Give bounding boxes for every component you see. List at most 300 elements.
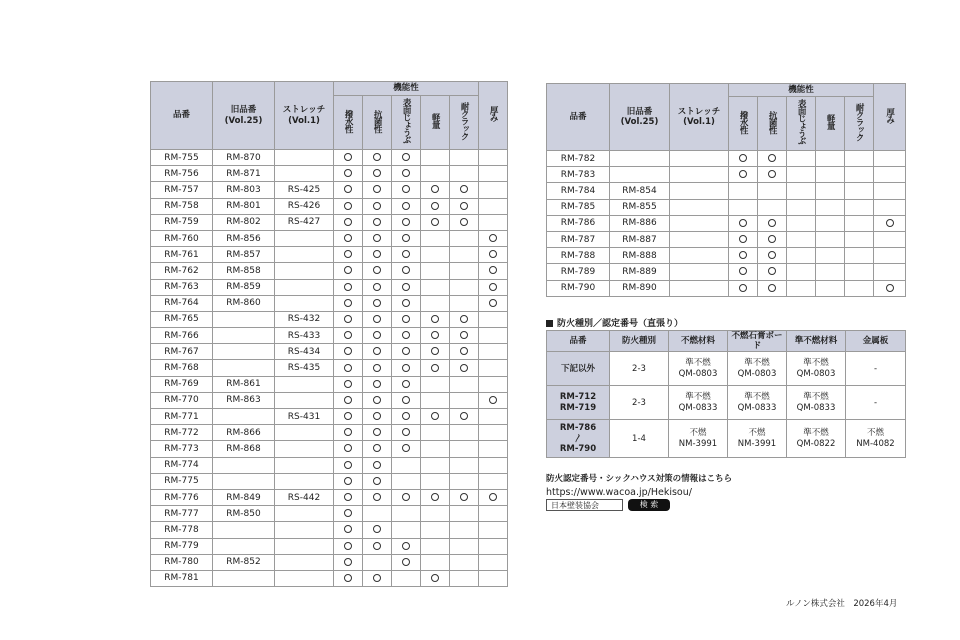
circle-mark-icon bbox=[344, 315, 352, 323]
cell-function bbox=[479, 263, 508, 279]
cell-function bbox=[479, 328, 508, 344]
cell-function bbox=[363, 425, 392, 441]
cell-function bbox=[392, 230, 421, 246]
table-row bbox=[151, 538, 508, 554]
cell-old: RM-803 bbox=[213, 182, 275, 198]
table-row bbox=[151, 214, 508, 230]
header-f-keiryo: 軽量 bbox=[816, 97, 845, 151]
cell-function bbox=[421, 522, 450, 538]
cell-function bbox=[787, 151, 816, 167]
cell-code: RM-755 bbox=[151, 150, 213, 166]
circle-mark-icon bbox=[344, 493, 352, 501]
cell-function bbox=[874, 248, 906, 264]
circle-mark-icon bbox=[768, 170, 776, 178]
square-bullet-icon bbox=[546, 320, 553, 327]
cell-function bbox=[334, 328, 363, 344]
circle-mark-icon bbox=[373, 493, 381, 501]
cell-function bbox=[450, 441, 479, 457]
table-row bbox=[547, 231, 906, 247]
table-row bbox=[547, 183, 906, 199]
cell-stretch bbox=[275, 570, 334, 586]
circle-mark-icon bbox=[431, 218, 439, 226]
cell-code: RM-765 bbox=[151, 311, 213, 327]
circle-mark-icon bbox=[489, 234, 497, 242]
cell-old: RM-857 bbox=[213, 247, 275, 263]
cell-old bbox=[610, 167, 670, 183]
cell-function bbox=[479, 182, 508, 198]
fire-cell-code: 下記以外 bbox=[547, 352, 610, 386]
cell-function bbox=[421, 279, 450, 295]
cell-function bbox=[363, 198, 392, 214]
cell-function bbox=[334, 295, 363, 311]
table-row bbox=[151, 409, 508, 425]
circle-mark-icon bbox=[739, 284, 747, 292]
circle-mark-icon bbox=[768, 251, 776, 259]
cell-function bbox=[479, 506, 508, 522]
table-row bbox=[151, 425, 508, 441]
cell-old: RM-801 bbox=[213, 198, 275, 214]
cell-function bbox=[363, 344, 392, 360]
cell-function bbox=[334, 473, 363, 489]
right-product-table bbox=[546, 83, 906, 297]
table-row bbox=[151, 506, 508, 522]
cell-function bbox=[363, 457, 392, 473]
cell-stretch: RS-434 bbox=[275, 344, 334, 360]
cell-code: RM-776 bbox=[151, 489, 213, 505]
circle-mark-icon bbox=[344, 444, 352, 452]
cell-function bbox=[421, 230, 450, 246]
circle-mark-icon bbox=[344, 525, 352, 533]
circle-mark-icon bbox=[402, 250, 410, 258]
cell-function bbox=[334, 263, 363, 279]
cell-code: RM-774 bbox=[151, 457, 213, 473]
circle-mark-icon bbox=[344, 153, 352, 161]
table-row bbox=[151, 182, 508, 198]
cell-function bbox=[787, 264, 816, 280]
circle-mark-icon bbox=[344, 266, 352, 274]
cell-code: RM-786 bbox=[547, 215, 610, 231]
search-button[interactable]: 検 索 bbox=[628, 499, 670, 511]
cell-old: RM-861 bbox=[213, 376, 275, 392]
cell-function bbox=[479, 457, 508, 473]
cell-function bbox=[363, 295, 392, 311]
fire-row bbox=[547, 420, 906, 458]
cell-function bbox=[363, 263, 392, 279]
cell-code: RM-761 bbox=[151, 247, 213, 263]
circle-mark-icon bbox=[344, 202, 352, 210]
cell-function bbox=[450, 166, 479, 182]
cell-function bbox=[421, 489, 450, 505]
circle-mark-icon bbox=[431, 185, 439, 193]
cell-function bbox=[450, 182, 479, 198]
cell-stretch: RS-425 bbox=[275, 182, 334, 198]
cell-function bbox=[450, 279, 479, 295]
cell-function bbox=[758, 215, 787, 231]
cell-code: RM-757 bbox=[151, 182, 213, 198]
cell-function bbox=[450, 392, 479, 408]
cell-function bbox=[392, 457, 421, 473]
circle-mark-icon bbox=[373, 169, 381, 177]
circle-mark-icon bbox=[739, 154, 747, 162]
cell-function bbox=[450, 409, 479, 425]
cell-function bbox=[816, 264, 845, 280]
cell-function bbox=[334, 182, 363, 198]
cell-function bbox=[758, 183, 787, 199]
circle-mark-icon bbox=[373, 266, 381, 274]
cell-function bbox=[421, 214, 450, 230]
cell-function bbox=[392, 198, 421, 214]
cell-old bbox=[213, 570, 275, 586]
circle-mark-icon bbox=[460, 202, 468, 210]
cell-stretch bbox=[670, 167, 729, 183]
cell-function bbox=[450, 295, 479, 311]
cell-code: RM-780 bbox=[151, 554, 213, 570]
cell-function bbox=[334, 392, 363, 408]
header-old: 旧品番 (Vol.25) bbox=[610, 84, 670, 151]
circle-mark-icon bbox=[739, 235, 747, 243]
cell-function bbox=[450, 263, 479, 279]
table-row bbox=[151, 473, 508, 489]
cell-stretch bbox=[275, 522, 334, 538]
cell-stretch bbox=[275, 263, 334, 279]
cell-function bbox=[421, 198, 450, 214]
circle-mark-icon bbox=[373, 364, 381, 372]
cell-code: RM-760 bbox=[151, 230, 213, 246]
fire-header-cell: 不燃材料 bbox=[669, 331, 728, 352]
circle-mark-icon bbox=[344, 331, 352, 339]
cell-stretch bbox=[670, 280, 729, 296]
cell-old: RM-859 bbox=[213, 279, 275, 295]
cell-function bbox=[729, 248, 758, 264]
fire-row bbox=[547, 352, 906, 386]
circle-mark-icon bbox=[402, 364, 410, 372]
cell-code: RM-788 bbox=[547, 248, 610, 264]
cell-function bbox=[729, 215, 758, 231]
cell-old: RM-868 bbox=[213, 441, 275, 457]
cell-function bbox=[758, 151, 787, 167]
circle-mark-icon bbox=[373, 347, 381, 355]
cell-function bbox=[845, 199, 874, 215]
fire-header-cell: 品番 bbox=[547, 331, 610, 352]
cell-function bbox=[450, 570, 479, 586]
cell-old bbox=[213, 360, 275, 376]
cell-function bbox=[334, 457, 363, 473]
cell-function bbox=[334, 409, 363, 425]
circle-mark-icon bbox=[373, 331, 381, 339]
circle-mark-icon bbox=[460, 331, 468, 339]
cell-function bbox=[874, 183, 906, 199]
header-f-kokin: 抗菌性 bbox=[363, 96, 392, 150]
cell-stretch: RS-433 bbox=[275, 328, 334, 344]
cell-old bbox=[213, 457, 275, 473]
circle-mark-icon bbox=[344, 412, 352, 420]
cell-old: RM-890 bbox=[610, 280, 670, 296]
table-row bbox=[151, 489, 508, 505]
cell-function bbox=[363, 473, 392, 489]
cell-old bbox=[213, 328, 275, 344]
cell-function bbox=[421, 360, 450, 376]
fire-cell-type: 2-3 bbox=[610, 386, 669, 420]
cell-function bbox=[363, 409, 392, 425]
fire-rating-table bbox=[546, 330, 906, 458]
cell-function bbox=[479, 150, 508, 166]
cell-function bbox=[363, 538, 392, 554]
cell-function bbox=[392, 506, 421, 522]
header-f-kokin: 抗菌性 bbox=[758, 97, 787, 151]
cell-function bbox=[874, 199, 906, 215]
circle-mark-icon bbox=[373, 461, 381, 469]
cell-old: RM-856 bbox=[213, 230, 275, 246]
cell-function bbox=[392, 295, 421, 311]
cell-function bbox=[392, 344, 421, 360]
cell-function bbox=[363, 328, 392, 344]
table-row bbox=[151, 392, 508, 408]
circle-mark-icon bbox=[373, 299, 381, 307]
cell-stretch bbox=[670, 215, 729, 231]
cell-function bbox=[450, 425, 479, 441]
cell-function bbox=[479, 554, 508, 570]
fire-header-cell: 不燃石膏ボード bbox=[728, 331, 787, 352]
cell-function bbox=[334, 441, 363, 457]
cell-function bbox=[787, 183, 816, 199]
cell-function bbox=[729, 151, 758, 167]
cell-function bbox=[845, 280, 874, 296]
cell-code: RM-772 bbox=[151, 425, 213, 441]
cell-code: RM-756 bbox=[151, 166, 213, 182]
cell-function bbox=[363, 570, 392, 586]
cell-stretch bbox=[275, 150, 334, 166]
table-row bbox=[151, 247, 508, 263]
circle-mark-icon bbox=[373, 542, 381, 550]
cell-function bbox=[392, 376, 421, 392]
cell-function bbox=[363, 166, 392, 182]
cell-code: RM-771 bbox=[151, 409, 213, 425]
cell-function bbox=[334, 522, 363, 538]
circle-mark-icon bbox=[344, 169, 352, 177]
cell-stretch bbox=[275, 441, 334, 457]
cell-function bbox=[392, 360, 421, 376]
circle-mark-icon bbox=[373, 574, 381, 582]
cell-function bbox=[479, 392, 508, 408]
header-functions: 機能性 bbox=[334, 82, 479, 96]
cell-function bbox=[450, 214, 479, 230]
cell-old bbox=[213, 538, 275, 554]
circle-mark-icon bbox=[344, 574, 352, 582]
cell-function bbox=[392, 182, 421, 198]
circle-mark-icon bbox=[768, 235, 776, 243]
cell-old: RM-850 bbox=[213, 506, 275, 522]
header-hinban: 品番 bbox=[547, 84, 610, 151]
cell-function bbox=[392, 263, 421, 279]
header-f-hyomen: 表面じょうぶ bbox=[392, 96, 421, 150]
cell-code: RM-766 bbox=[151, 328, 213, 344]
circle-mark-icon bbox=[768, 219, 776, 227]
cell-function bbox=[787, 248, 816, 264]
cell-code: RM-769 bbox=[151, 376, 213, 392]
table-row bbox=[547, 248, 906, 264]
cell-old: RM-886 bbox=[610, 215, 670, 231]
circle-mark-icon bbox=[460, 315, 468, 323]
fire-cell-value: 準不燃 QM-0803 bbox=[669, 352, 728, 386]
cell-function bbox=[334, 425, 363, 441]
cell-function bbox=[363, 360, 392, 376]
cell-function bbox=[816, 199, 845, 215]
circle-mark-icon bbox=[373, 396, 381, 404]
circle-mark-icon bbox=[886, 219, 894, 227]
cell-stretch bbox=[275, 473, 334, 489]
cell-code: RM-770 bbox=[151, 392, 213, 408]
cell-stretch bbox=[275, 230, 334, 246]
cell-stretch bbox=[670, 231, 729, 247]
cell-function bbox=[421, 409, 450, 425]
cell-stretch: RS-435 bbox=[275, 360, 334, 376]
cell-function bbox=[450, 457, 479, 473]
cell-function bbox=[363, 376, 392, 392]
circle-mark-icon bbox=[402, 185, 410, 193]
fire-header-cell: 防火種別 bbox=[610, 331, 669, 352]
fire-section-title: 防火種別／認定番号（直張り） bbox=[546, 316, 683, 329]
circle-mark-icon bbox=[739, 170, 747, 178]
table-row bbox=[151, 230, 508, 246]
cell-function bbox=[450, 311, 479, 327]
cell-function bbox=[729, 280, 758, 296]
cell-function bbox=[816, 215, 845, 231]
cell-function bbox=[421, 295, 450, 311]
circle-mark-icon bbox=[373, 525, 381, 533]
cell-function bbox=[479, 376, 508, 392]
circle-mark-icon bbox=[460, 218, 468, 226]
cell-function bbox=[450, 554, 479, 570]
circle-mark-icon bbox=[402, 428, 410, 436]
cell-function bbox=[363, 506, 392, 522]
cell-function bbox=[421, 570, 450, 586]
circle-mark-icon bbox=[402, 153, 410, 161]
cell-function bbox=[392, 522, 421, 538]
circle-mark-icon bbox=[489, 299, 497, 307]
cell-function bbox=[479, 538, 508, 554]
cell-function bbox=[816, 280, 845, 296]
header-f-crack: 耐クラック bbox=[845, 97, 874, 151]
info-url-link[interactable]: https://www.wacoa.jp/Hekisou/ bbox=[546, 487, 692, 498]
cell-function bbox=[479, 311, 508, 327]
circle-mark-icon bbox=[344, 234, 352, 242]
cell-stretch: RS-426 bbox=[275, 198, 334, 214]
circle-mark-icon bbox=[402, 234, 410, 242]
circle-mark-icon bbox=[373, 444, 381, 452]
cell-function bbox=[421, 150, 450, 166]
cell-function bbox=[421, 311, 450, 327]
circle-mark-icon bbox=[344, 299, 352, 307]
cell-function bbox=[392, 311, 421, 327]
cell-stretch bbox=[275, 425, 334, 441]
cell-function bbox=[334, 376, 363, 392]
circle-mark-icon bbox=[344, 218, 352, 226]
circle-mark-icon bbox=[344, 364, 352, 372]
table-row bbox=[547, 199, 906, 215]
circle-mark-icon bbox=[431, 412, 439, 420]
cell-function bbox=[845, 231, 874, 247]
circle-mark-icon bbox=[431, 202, 439, 210]
circle-mark-icon bbox=[431, 574, 439, 582]
cell-function bbox=[363, 279, 392, 295]
cell-function bbox=[479, 166, 508, 182]
circle-mark-icon bbox=[373, 283, 381, 291]
circle-mark-icon bbox=[431, 331, 439, 339]
cell-function bbox=[363, 392, 392, 408]
cell-function bbox=[450, 376, 479, 392]
circle-mark-icon bbox=[373, 153, 381, 161]
cell-function bbox=[363, 214, 392, 230]
circle-mark-icon bbox=[373, 218, 381, 226]
circle-mark-icon bbox=[344, 380, 352, 388]
cell-function bbox=[845, 183, 874, 199]
cell-stretch bbox=[275, 166, 334, 182]
table-row bbox=[151, 295, 508, 311]
cell-function bbox=[816, 151, 845, 167]
circle-mark-icon bbox=[402, 380, 410, 388]
cell-function bbox=[874, 280, 906, 296]
cell-function bbox=[334, 570, 363, 586]
fire-cell-value: 準不燃 QM-0833 bbox=[669, 386, 728, 420]
cell-function bbox=[816, 248, 845, 264]
cell-code: RM-768 bbox=[151, 360, 213, 376]
circle-mark-icon bbox=[460, 493, 468, 501]
cell-function bbox=[421, 473, 450, 489]
cell-function bbox=[392, 554, 421, 570]
cell-stretch bbox=[275, 279, 334, 295]
cell-old: RM-863 bbox=[213, 392, 275, 408]
cell-stretch bbox=[275, 506, 334, 522]
cell-function bbox=[874, 231, 906, 247]
cell-function bbox=[392, 392, 421, 408]
search-input[interactable]: 日本壁装協会 bbox=[546, 499, 623, 511]
circle-mark-icon bbox=[344, 283, 352, 291]
cell-function bbox=[479, 473, 508, 489]
cell-function bbox=[334, 360, 363, 376]
cell-code: RM-787 bbox=[547, 231, 610, 247]
circle-mark-icon bbox=[431, 493, 439, 501]
cell-stretch bbox=[275, 247, 334, 263]
table-row bbox=[547, 280, 906, 296]
cell-function bbox=[363, 554, 392, 570]
circle-mark-icon bbox=[489, 396, 497, 404]
header-functions: 機能性 bbox=[729, 84, 874, 97]
circle-mark-icon bbox=[373, 477, 381, 485]
circle-mark-icon bbox=[431, 315, 439, 323]
fire-cell-code: RM-712 RM-719 bbox=[547, 386, 610, 420]
cell-code: RM-784 bbox=[547, 183, 610, 199]
circle-mark-icon bbox=[373, 315, 381, 323]
cell-code: RM-763 bbox=[151, 279, 213, 295]
cell-function bbox=[363, 311, 392, 327]
cell-old: RM-855 bbox=[610, 199, 670, 215]
cell-function bbox=[758, 231, 787, 247]
cell-old bbox=[213, 344, 275, 360]
table-row bbox=[151, 279, 508, 295]
cell-function bbox=[479, 441, 508, 457]
cell-function bbox=[787, 167, 816, 183]
cell-function bbox=[874, 215, 906, 231]
cell-old: RM-870 bbox=[213, 150, 275, 166]
circle-mark-icon bbox=[739, 267, 747, 275]
table-row bbox=[151, 554, 508, 570]
circle-mark-icon bbox=[402, 169, 410, 177]
cell-code: RM-779 bbox=[151, 538, 213, 554]
cell-function bbox=[845, 248, 874, 264]
cell-function bbox=[479, 247, 508, 263]
cell-function bbox=[758, 248, 787, 264]
circle-mark-icon bbox=[402, 331, 410, 339]
